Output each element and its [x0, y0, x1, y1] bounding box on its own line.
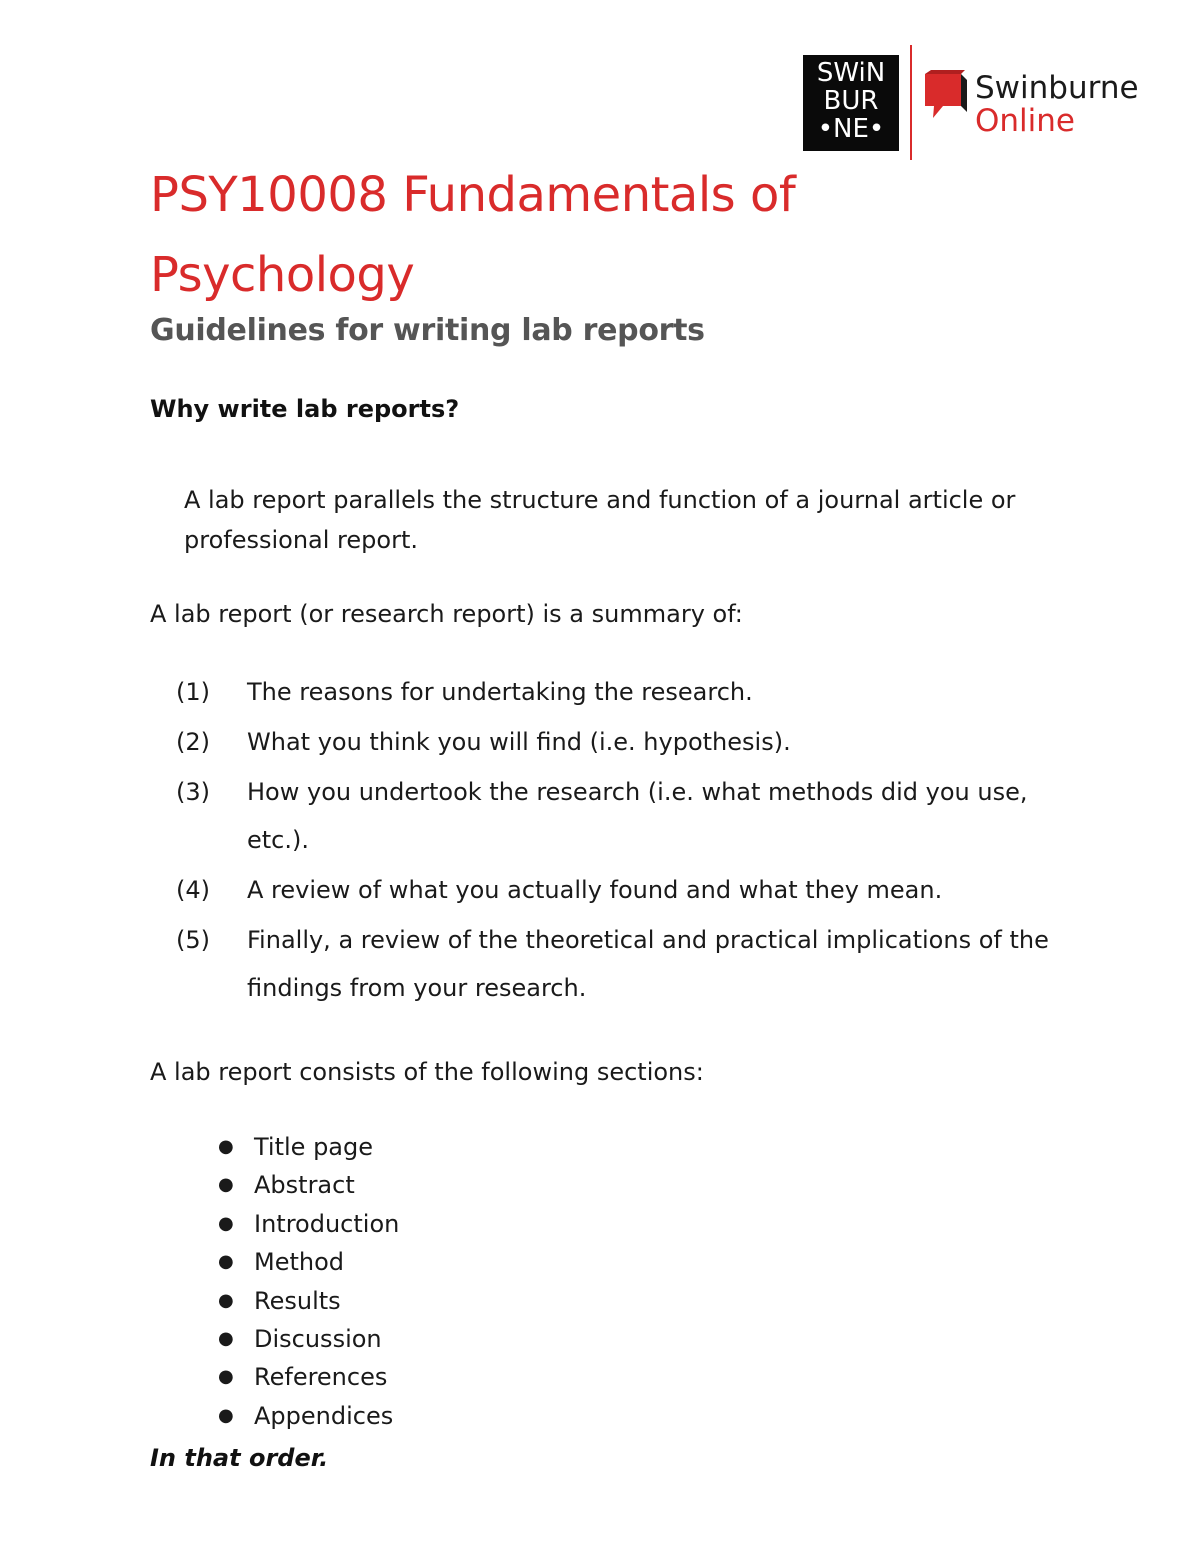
list-text: A review of what you actually found and what they mean.	[247, 876, 943, 904]
sections-lead: A lab report consists of the following sections:	[150, 1058, 704, 1086]
sections-list	[218, 1128, 399, 1435]
bullet-icon: ●	[218, 1251, 234, 1273]
list-item	[218, 1358, 399, 1396]
list-text: What you think you will find (i.e. hypothesis).	[247, 728, 791, 756]
list-item	[218, 1205, 399, 1243]
section-name: Discussion	[254, 1325, 382, 1354]
summary-list	[150, 668, 1070, 1014]
closing-note: In that order.	[150, 1444, 329, 1472]
swinburne-logo	[803, 55, 899, 151]
speech-bubble-icon	[921, 68, 971, 124]
list-item	[150, 718, 1070, 766]
bullet-icon: ●	[218, 1174, 234, 1196]
list-item	[150, 668, 1070, 716]
list-item	[150, 916, 1070, 1012]
list-item	[218, 1243, 399, 1281]
list-item	[218, 1128, 399, 1166]
list-number: (2)	[176, 728, 210, 756]
list-item	[218, 1282, 399, 1320]
wordmark-name: Swinburne	[975, 70, 1139, 106]
section-name: Results	[254, 1286, 341, 1315]
list-number: (3)	[176, 778, 210, 806]
list-text: How you undertook the research (i.e. what methods did you use, etc.).	[247, 778, 1028, 854]
bullet-icon: ●	[218, 1404, 234, 1426]
intro-paragraph: A lab report parallels the structure and function of a journal article or professional report.	[184, 486, 1016, 554]
section-name: Appendices	[254, 1401, 394, 1430]
list-number: (4)	[176, 876, 210, 904]
section-name: Abstract	[254, 1171, 355, 1200]
section-name: Title page	[254, 1133, 374, 1161]
wordmark-sub: Online	[975, 103, 1075, 139]
logo-line-2: BUR	[823, 86, 879, 116]
bullet-icon: ●	[218, 1136, 234, 1157]
logo-line-3: •NE•	[817, 114, 885, 144]
section-heading: Why write lab reports?	[150, 395, 460, 423]
swinburne-online-wordmark	[975, 72, 1139, 138]
list-item	[218, 1320, 399, 1358]
bullet-icon: ●	[218, 1366, 234, 1388]
list-item	[150, 866, 1070, 914]
document-subtitle: Guidelines for writing lab reports	[150, 313, 705, 348]
logo-line-1: SWiN	[816, 58, 886, 88]
list-number: (5)	[176, 926, 210, 954]
bullet-icon: ●	[218, 1212, 234, 1234]
section-name: Method	[254, 1248, 345, 1277]
summary-lead: A lab report (or research report) is a summary of:	[150, 600, 743, 628]
list-item	[150, 768, 1070, 864]
logo-divider	[910, 45, 912, 160]
bullet-icon: ●	[218, 1328, 234, 1350]
list-number: (1)	[176, 678, 210, 706]
list-item	[218, 1397, 399, 1435]
section-name: References	[254, 1363, 388, 1392]
section-name: Introduction	[254, 1209, 400, 1238]
list-text: The reasons for undertaking the research.	[247, 678, 753, 706]
list-text: Finally, a review of the theoretical and practical implications of the findings from your research.	[247, 926, 1049, 1002]
bullet-icon: ●	[218, 1289, 234, 1311]
document-title: PSY10008 Fundamentals of Psychology	[150, 167, 796, 303]
list-item	[218, 1166, 399, 1204]
